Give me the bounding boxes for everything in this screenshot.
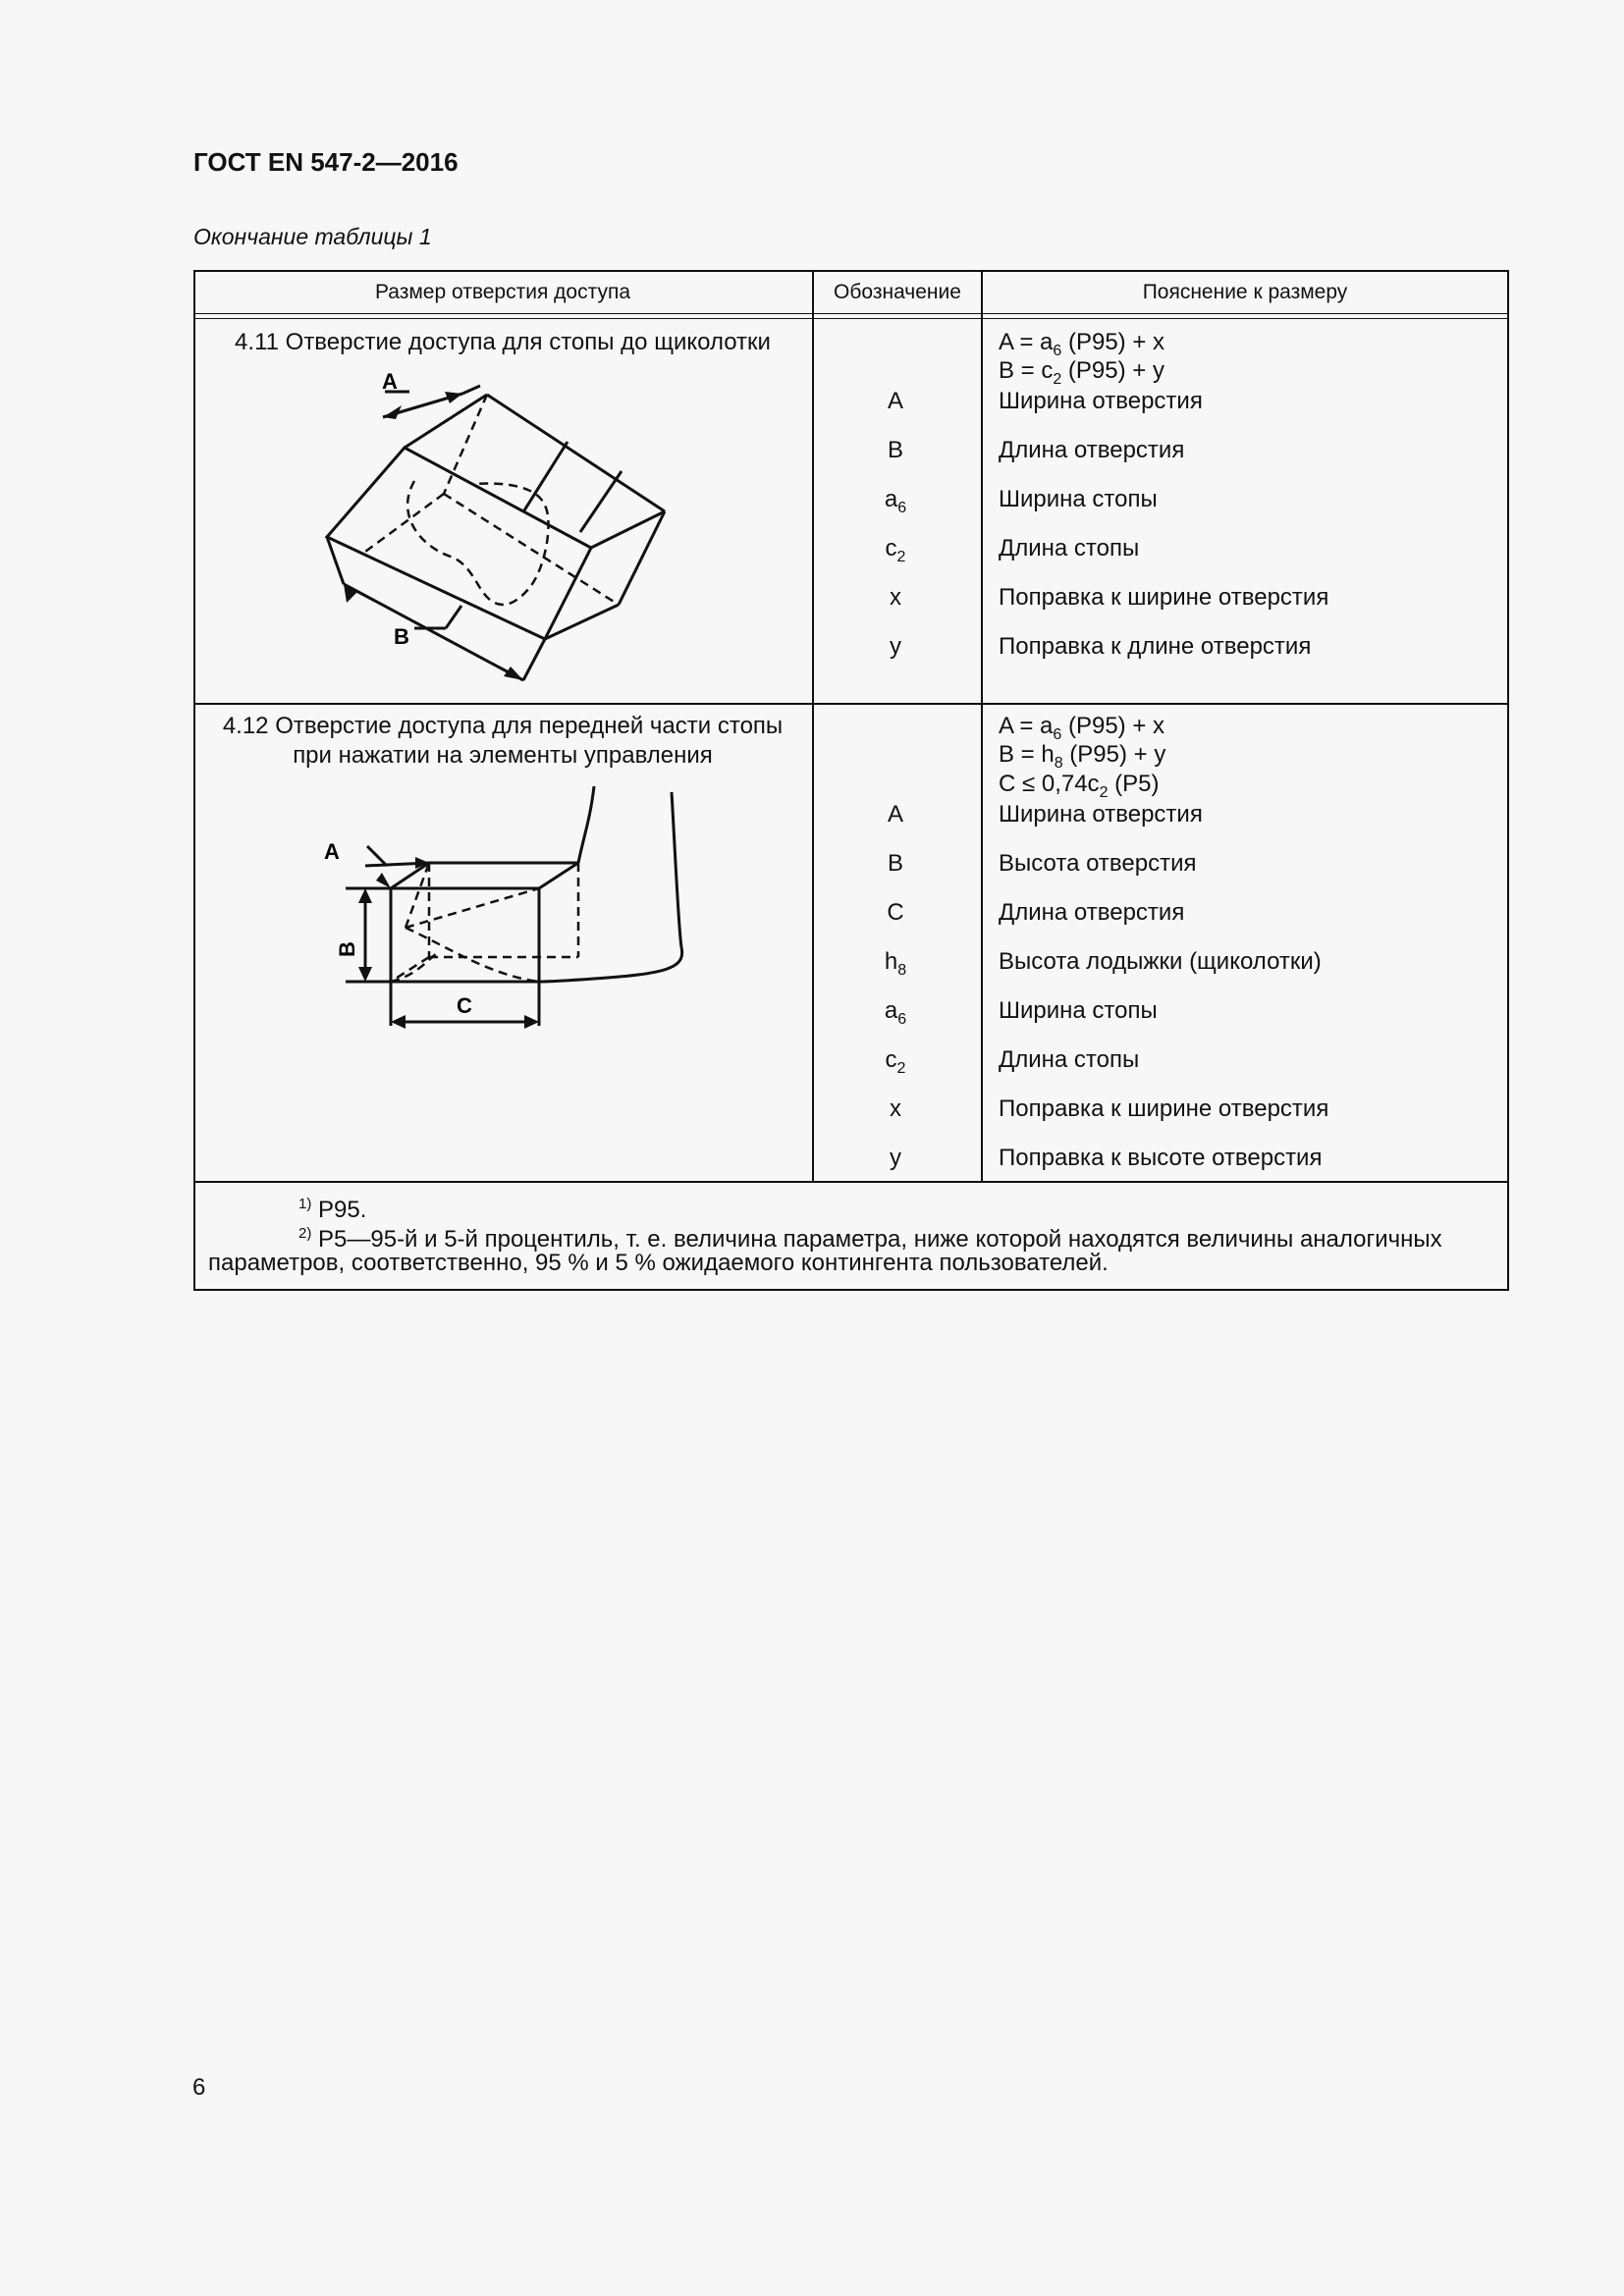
symbol: $h_8$: [884, 948, 907, 979]
symbol: y: [890, 633, 901, 660]
symbol: C: [887, 899, 904, 926]
footnote: $^{2)}$ P5—95-й и 5-й процентиль, т. е. величина параметра, ниже которой находятся величины аналогичных: [298, 1225, 1442, 1253]
explanation: Ширина отверстия: [999, 801, 1203, 828]
figure-forefoot-opening: [193, 270, 812, 1181]
figure-label-a: A: [324, 839, 340, 864]
symbol: y: [890, 1145, 901, 1171]
row-title: 4.11 Отверстие доступа для стопы до щиколотки: [235, 329, 771, 355]
explanation: Поправка к ширине отверстия: [999, 1095, 1329, 1122]
symbol: x: [890, 1095, 901, 1122]
figure-label-c: C: [457, 993, 472, 1018]
explanation: Длина стопы: [999, 1046, 1140, 1073]
symbol: $c_2$: [885, 535, 906, 565]
explanation: Поправка к ширине отверстия: [999, 584, 1329, 611]
formula-b: $B = c_2$ (P95) + y: [999, 357, 1164, 388]
column-header-symbol: Обозначение: [834, 281, 961, 303]
page-number: 6: [192, 2074, 206, 2101]
symbol: $c_2$: [885, 1046, 906, 1077]
row-title: 4.12 Отверстие доступа для передней части стопы: [222, 713, 784, 739]
explanation: Длина отверстия: [999, 899, 1185, 926]
figure-label-a: A: [382, 369, 398, 394]
symbol: x: [890, 584, 901, 611]
symbol: A: [887, 388, 903, 414]
explanation: Ширина отверстия: [999, 388, 1203, 414]
explanation: Длина отверстия: [999, 437, 1185, 463]
footnote: $^{1)}$ P95.: [298, 1196, 367, 1223]
formula-a: $A = a_6$ (P95) + x: [999, 329, 1165, 359]
explanation: Поправка к высоте отверстия: [999, 1145, 1323, 1171]
symbol: $a_6$: [884, 997, 907, 1028]
formula-b: $B = h_8$ (P95) + y: [999, 741, 1166, 772]
formula-c: $C \le 0,74c_2$ (P5): [999, 771, 1160, 801]
symbol: $a_6$: [884, 486, 907, 516]
symbol: B: [887, 437, 903, 463]
column-header-size: Размер отверстия доступа: [374, 281, 631, 303]
row-title-line-2: при нажатии на элементы управления: [293, 742, 713, 769]
symbol: B: [887, 850, 903, 877]
table: [193, 270, 1509, 1291]
explanation: Поправка к длине отверстия: [999, 633, 1312, 660]
figure-label-b: B: [335, 941, 359, 957]
table-caption: Окончание таблицы 1: [193, 224, 432, 249]
formula-a: $A = a_6$ (P95) + x: [999, 713, 1165, 743]
explanation: Ширина стопы: [999, 997, 1158, 1024]
explanation: Высота отверстия: [999, 850, 1197, 877]
column-header-explanation: Пояснение к размеру: [1142, 281, 1348, 303]
document-header: ГОСТ EN 547-2—2016: [193, 147, 459, 177]
explanation: Высота лодыжки (щиколотки): [999, 948, 1322, 975]
figure-label-b: B: [394, 624, 409, 649]
explanation: Ширина стопы: [999, 486, 1158, 512]
explanation: Длина стопы: [999, 535, 1140, 561]
symbol: A: [887, 801, 903, 828]
footnote-continuation: параметров, соответственно, 95 % и 5 % ожидаемого контингента пользователей.: [208, 1250, 1109, 1276]
